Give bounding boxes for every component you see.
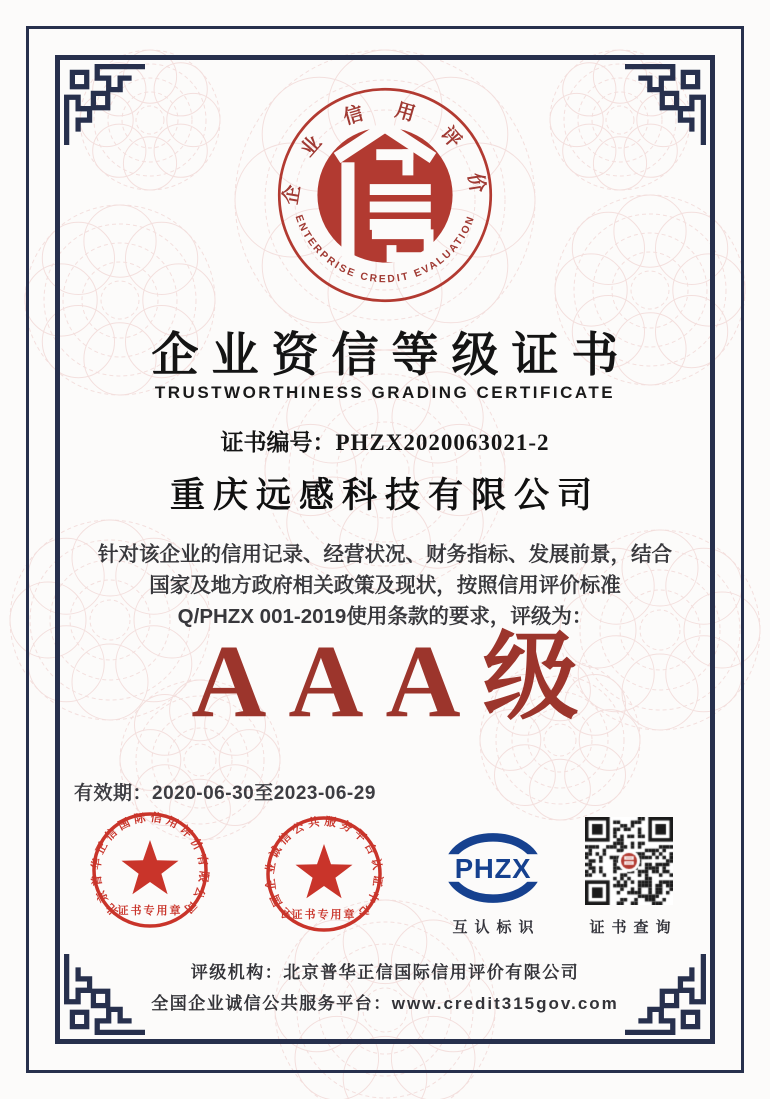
- statement-line-3: Q/PHZX 001-2019使用条款的要求，评级为：: [177, 604, 593, 628]
- agency-seal-icon: [90, 810, 210, 930]
- certificate-subtitle: TRUSTWORTHINESS GRADING CERTIFICATE: [154, 383, 616, 402]
- statement-line-2: 国家及地方政府相关政策及现状，按照信用评价标准: [149, 573, 621, 597]
- phzx-logo-text: PHZX: [454, 852, 532, 884]
- phzx-caption: 互认标识: [452, 919, 541, 936]
- credit-evaluation-emblem-icon: [276, 86, 494, 304]
- grade-letters: AAA: [191, 624, 483, 739]
- rating-agency-line: 评级机构：北京普华正信国际信用评价有限公司: [190, 963, 580, 982]
- platform-label: 全国企业诚信公共服务平台：: [151, 994, 392, 1013]
- emblem-ring-bottom-text: ENTERPRISE CREDIT EVALUATION: [292, 213, 478, 286]
- emblem-ring-top-text: 企 业 信 用 评 价: [279, 99, 491, 207]
- seal-star-icon: [122, 840, 179, 894]
- platform-line: [0, 989, 770, 1014]
- company-name: 重庆远感科技有限公司: [169, 476, 600, 515]
- platform-seal-icon: [264, 814, 384, 934]
- certificate-number-line: [0, 424, 770, 457]
- phzx-logo-icon: [444, 830, 542, 906]
- agency-seal-ring-text: 北京普华正信国际信用评价有限公司: [90, 811, 210, 918]
- seal-star-icon: [296, 844, 353, 898]
- platform-seal-bottom-text: 证书专用章: [291, 909, 357, 921]
- certificate-number-value: PHZX2020063021-2: [335, 430, 550, 455]
- certificate-number-label: 证书编号：: [220, 429, 336, 455]
- corner-ornament-top-right: [625, 59, 711, 145]
- validity-period: [74, 778, 376, 805]
- statement-line-1: 针对该企业的信用记录、经营状况、财务指标、发展前景，结合: [98, 543, 672, 566]
- platform-seal-ring-text: 全国企业诚信公共服务平台认证中心: [264, 815, 384, 922]
- evaluation-statement: [65, 540, 705, 632]
- qr-caption: 证书查询: [589, 919, 678, 936]
- certificate-title: 企业资信等级证书: [151, 328, 632, 381]
- agency-seal-bottom-text: 证书专用章: [117, 905, 183, 917]
- validity-label: 有效期：: [74, 783, 153, 804]
- qr-code: [585, 817, 673, 905]
- credit-grade: [0, 624, 770, 739]
- platform-url: www.credit315gov.com: [391, 994, 619, 1013]
- grade-suffix: 级: [482, 624, 579, 731]
- corner-ornament-top-left: [59, 59, 145, 145]
- validity-value: 2020-06-30至2023-06-29: [152, 783, 376, 804]
